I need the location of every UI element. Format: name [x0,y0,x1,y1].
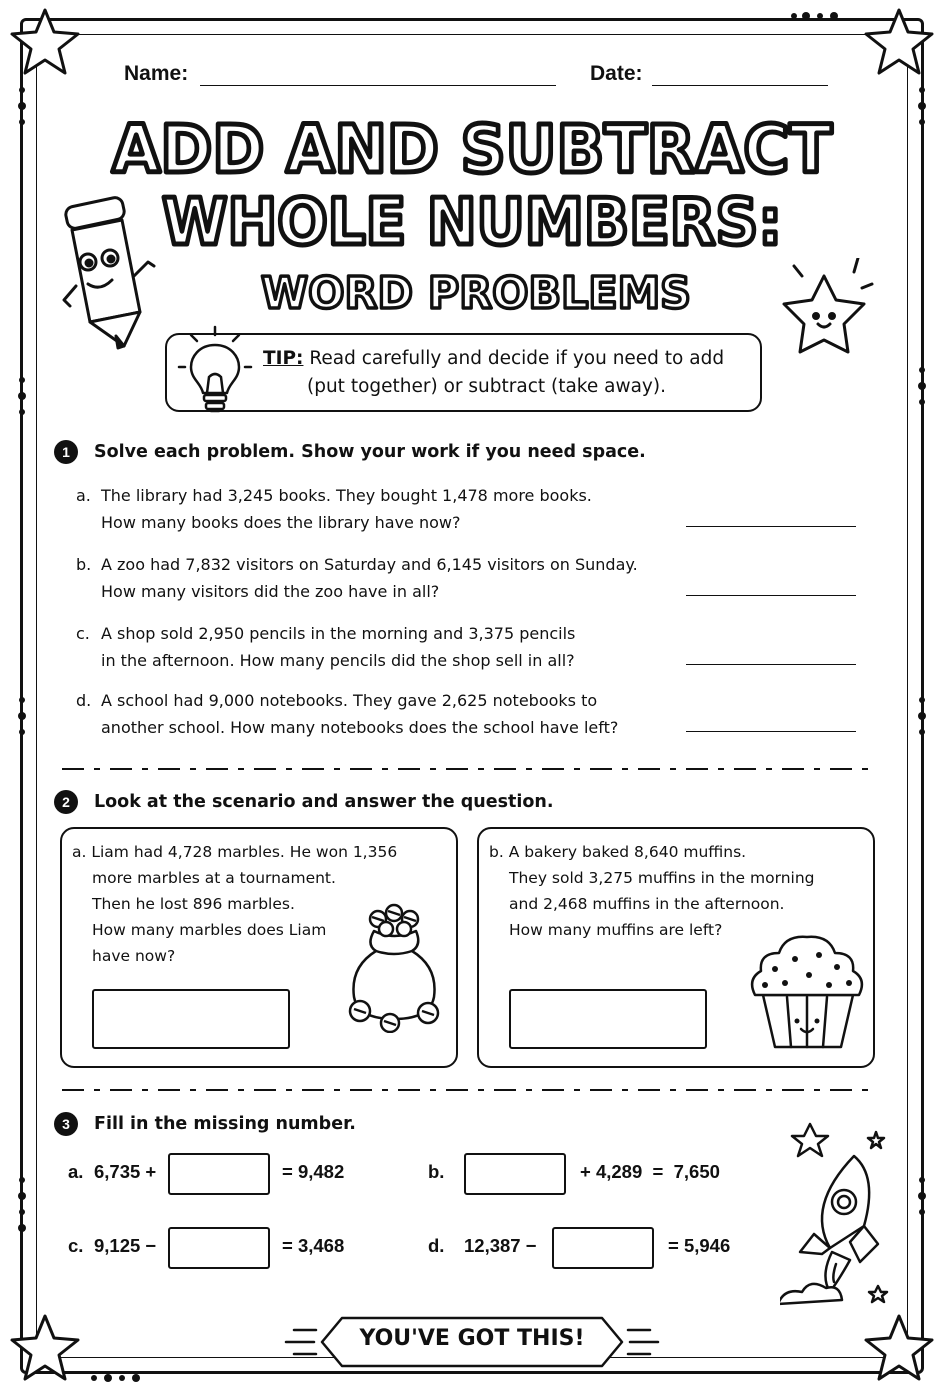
scenario-b-answer-box[interactable] [509,989,707,1049]
problem-letter: d. [76,691,92,710]
missing-number-box[interactable] [464,1153,566,1195]
section-2-header [54,789,554,815]
worksheet-title [100,104,844,324]
scenario-line: more marbles at a tournament. [92,869,336,887]
scenario-a-answer-box[interactable] [92,989,290,1049]
tip-line-1: Read carefully and decide if you need to add [309,348,725,369]
scenario-line: Then he lost 896 marbles. [92,895,295,913]
missing-number-box[interactable] [168,1153,270,1195]
cupcake-icon [745,923,869,1051]
marble-bag-icon [342,901,448,1033]
tip-label: TIP: [263,348,304,369]
section-3-number: 3 [54,1112,78,1136]
problem-line-1: A school had 9,000 notebooks. They gave 2,625 notebooks to [101,691,598,710]
corner-star-top-left-icon [6,4,84,82]
problem-line-2: How many books does the library have now? [101,513,461,532]
section-2-number: 2 [54,790,78,814]
problem-letter: a. [76,486,91,505]
title-line-2: WHOLE NUMBERS: [162,186,782,260]
scenario-line: b. A bakery baked 8,640 muffins. [489,843,747,861]
fill-letter: a. [68,1161,84,1182]
title-line-3: WORD PROBLEMS [261,268,691,319]
section-2-title: Look at the scenario and answer the question. [94,792,554,812]
problem-letter: c. [76,624,90,643]
problem-a [76,482,856,536]
top-border-dots [780,8,880,24]
fill-before: 6,735 + [94,1161,157,1182]
fill-item-d [428,1227,758,1269]
fill-before: 9,125 − [94,1235,157,1256]
answer-line[interactable] [686,664,856,665]
answer-line[interactable] [686,595,856,596]
problem-d [76,687,856,741]
section-1-title: Solve each problem. Show your work if you need space. [94,442,646,462]
problem-line-1: The library had 3,245 books. They bought 1,478 more books. [101,486,592,505]
name-field[interactable] [200,84,556,86]
problem-line-2: How many visitors did the zoo have in all? [101,582,440,601]
section-divider [62,768,874,770]
scenario-line: How many marbles does Liam [92,921,327,939]
scenario-line: How many muffins are left? [509,921,723,939]
right-border-dots [908,80,936,1310]
problem-line-1: A zoo had 7,832 visitors on Saturday and 6,145 visitors on Sunday. [101,555,638,574]
scenario-b-box [477,827,875,1068]
scenario-line: They sold 3,275 muffins in the morning [509,869,815,887]
scenario-line: have now? [92,947,176,965]
footer-encouragement: YOU'VE GOT THIS! [359,1326,585,1351]
bottom-border-dots [80,1370,180,1386]
fill-after: = 3,468 [282,1235,345,1256]
fill-item-b [428,1153,758,1195]
left-border-dots [8,80,36,1310]
date-field[interactable] [652,84,828,86]
problem-b [76,551,856,605]
problem-line-1: A shop sold 2,950 pencils in the morning and 3,375 pencils [101,624,576,643]
section-3-title: Fill in the missing number. [94,1114,356,1134]
fill-after: + 4,289 = 7,650 [580,1161,720,1182]
tip-box [165,333,762,412]
fill-letter: b. [428,1161,445,1182]
problem-c [76,620,856,674]
rocket-icon [780,1116,890,1316]
missing-number-box[interactable] [552,1227,654,1269]
problem-letter: b. [76,555,92,574]
corner-star-bottom-right-icon [860,1310,938,1388]
section-divider [62,1089,874,1091]
tip-text [263,345,753,401]
section-3-header [54,1111,356,1137]
title-line-1: ADD AND SUBTRACT [112,111,832,188]
missing-number-box[interactable] [168,1227,270,1269]
star-mascot-icon [772,258,882,362]
pencil-mascot-icon [58,196,162,362]
answer-line[interactable] [686,731,856,732]
fill-letter: c. [68,1235,84,1256]
problem-line-2: another school. How many notebooks does the school have left? [101,718,619,737]
section-1-number: 1 [54,440,78,464]
fill-item-a [68,1153,388,1195]
date-label: Date: [590,62,643,85]
name-label: Name: [124,62,189,85]
fill-before: 12,387 − [464,1235,537,1256]
fill-after: = 5,946 [668,1235,731,1256]
problem-line-2: in the afternoon. How many pencils did the shop sell in all? [101,651,575,670]
fill-after: = 9,482 [282,1161,345,1182]
tip-line-2: (put together) or subtract (take away). [307,376,666,397]
lightbulb-icon [177,323,253,419]
fill-item-c [68,1227,388,1269]
scenario-line: a. Liam had 4,728 marbles. He won 1,356 [72,843,398,861]
scenario-line: and 2,468 muffins in the afternoon. [509,895,785,913]
name-date-row [124,62,828,92]
fill-letter: d. [428,1235,445,1256]
corner-star-bottom-left-icon [6,1310,84,1388]
scenario-a-box [60,827,458,1068]
answer-line[interactable] [686,526,856,527]
section-1-header [54,439,646,465]
